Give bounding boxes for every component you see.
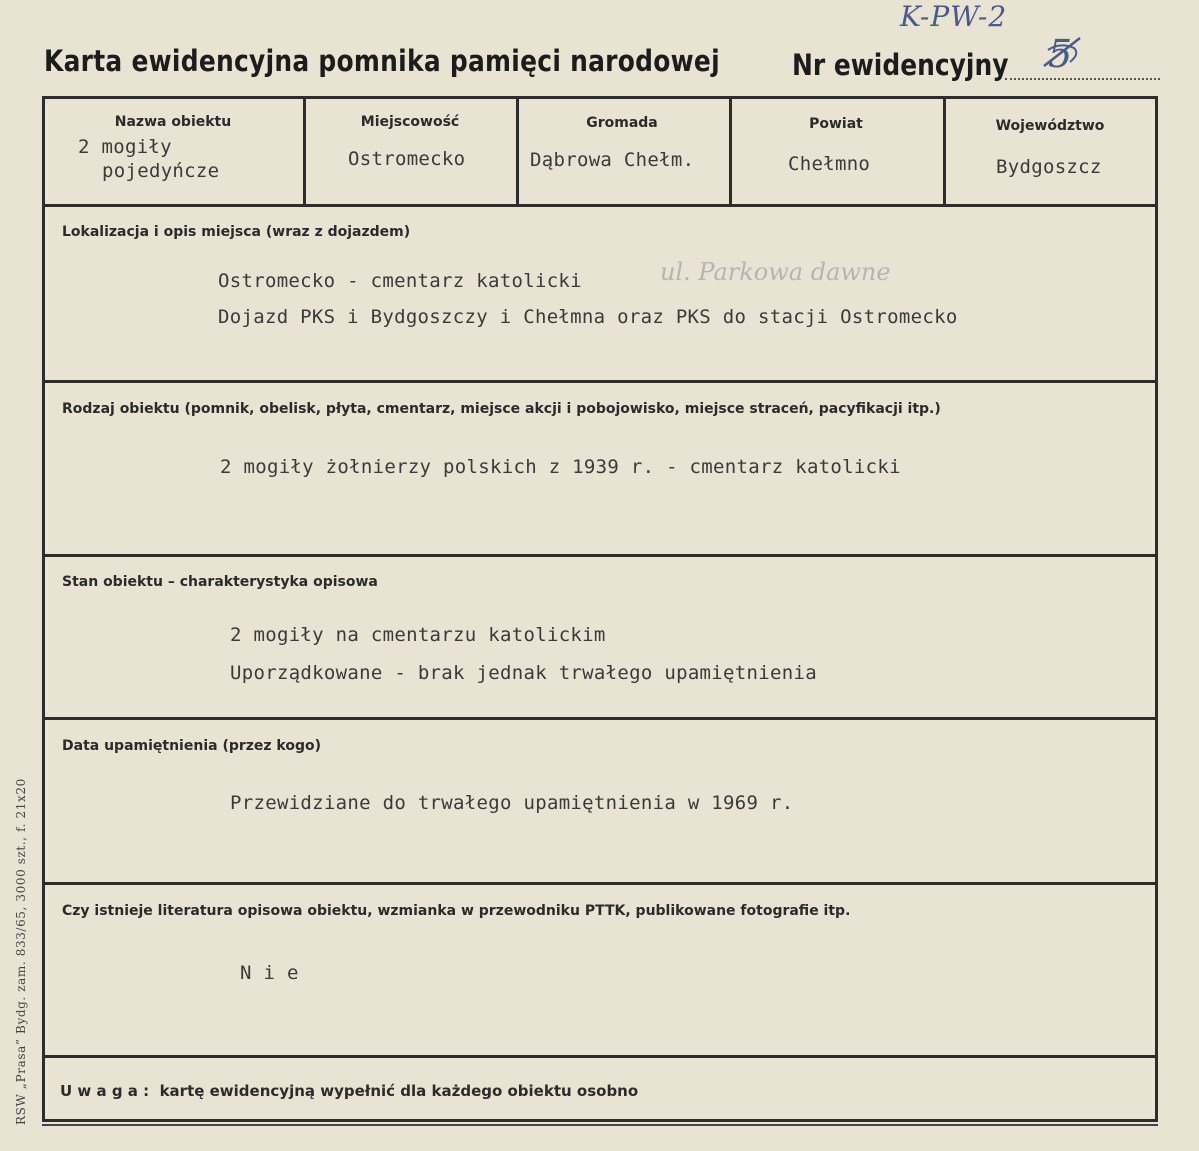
row-divider	[42, 554, 1158, 557]
location-section-label: Lokalizacja i opis miejsca (wraz z dojazdem)	[62, 224, 411, 240]
date-section-label: Data upamiętnienia (przez kogo)	[62, 738, 322, 754]
column-divider	[516, 96, 519, 204]
form-frame	[42, 96, 1158, 1122]
date-line1: Przewidziane do trwałego upamiętnienia w 1969 r.	[230, 792, 794, 814]
locality-value: Ostromecko	[348, 148, 466, 170]
column-divider	[943, 96, 946, 204]
column-divider	[729, 96, 732, 204]
district-value: Chełmno	[788, 153, 871, 175]
location-line1: Ostromecko - cmentarz katolicki	[218, 270, 582, 292]
column-label-district: Powiat	[809, 116, 863, 132]
row-divider	[42, 380, 1158, 383]
registration-number-dotted-line	[1005, 78, 1160, 80]
state-section-label: Stan obiektu – charakterystyka opisowa	[62, 574, 378, 590]
state-line1: 2 mogiły na cmentarzu katolickim	[230, 624, 606, 646]
voivodeship-value: Bydgoszcz	[996, 156, 1102, 178]
card-title: Karta ewidencyjna pomnika pamięci narodowej	[44, 44, 720, 78]
literature-section-label: Czy istnieje literatura opisowa obiektu, wzmianka w przewodniku PTTK, publikowane fotografie itp.	[62, 903, 851, 919]
row-divider	[42, 204, 1158, 207]
column-label-object-name: Nazwa obiektu	[114, 114, 232, 130]
column-label-commune: Gromada	[586, 115, 658, 131]
column-divider	[303, 96, 306, 204]
row-divider	[42, 1055, 1158, 1058]
state-line2: Uporządkowane - brak jednak trwałego upamiętnienia	[230, 662, 817, 684]
type-section-label: Rodzaj obiektu (pomnik, obelisk, płyta, cmentarz, miejsce akcji i pobojowisko, miejsce straceń, pacyfikacji itp.)	[62, 401, 941, 417]
handwritten-reference-mark: K-PW-2	[900, 0, 1008, 33]
handwritten-registration-number: 5	[1048, 32, 1073, 76]
row-divider	[42, 882, 1158, 885]
registration-number-label: Nr ewidencyjny	[792, 48, 1009, 82]
printer-imprint: RSW „Prasa” Bydg. zam. 833/65, 3000 szt., f. 21x20	[14, 778, 28, 1125]
pencil-annotation: ul. Parkowa dawne	[660, 258, 891, 286]
type-line1: 2 mogiły żołnierzy polskich z 1939 r. - cmentarz katolicki	[220, 456, 901, 478]
commune-value: Dąbrowa Chełm.	[530, 149, 695, 171]
location-line2: Dojazd PKS i Bydgoszczy i Chełmna oraz PKS do stacji Ostromecko	[218, 306, 958, 328]
object-name-value-line1: 2 mogiły	[78, 136, 172, 158]
row-divider	[42, 717, 1158, 720]
column-label-voivodeship: Województwo	[995, 118, 1105, 134]
literature-line1: N i e	[240, 962, 299, 984]
bottom-rule	[42, 1124, 1158, 1126]
object-name-value-line2: pojedyńcze	[102, 160, 220, 182]
column-label-locality: Miejscowość	[360, 114, 460, 130]
footer-note: U w a g a : kartę ewidencyjną wypełnić dla każdego obiektu osobno	[60, 1082, 639, 1100]
